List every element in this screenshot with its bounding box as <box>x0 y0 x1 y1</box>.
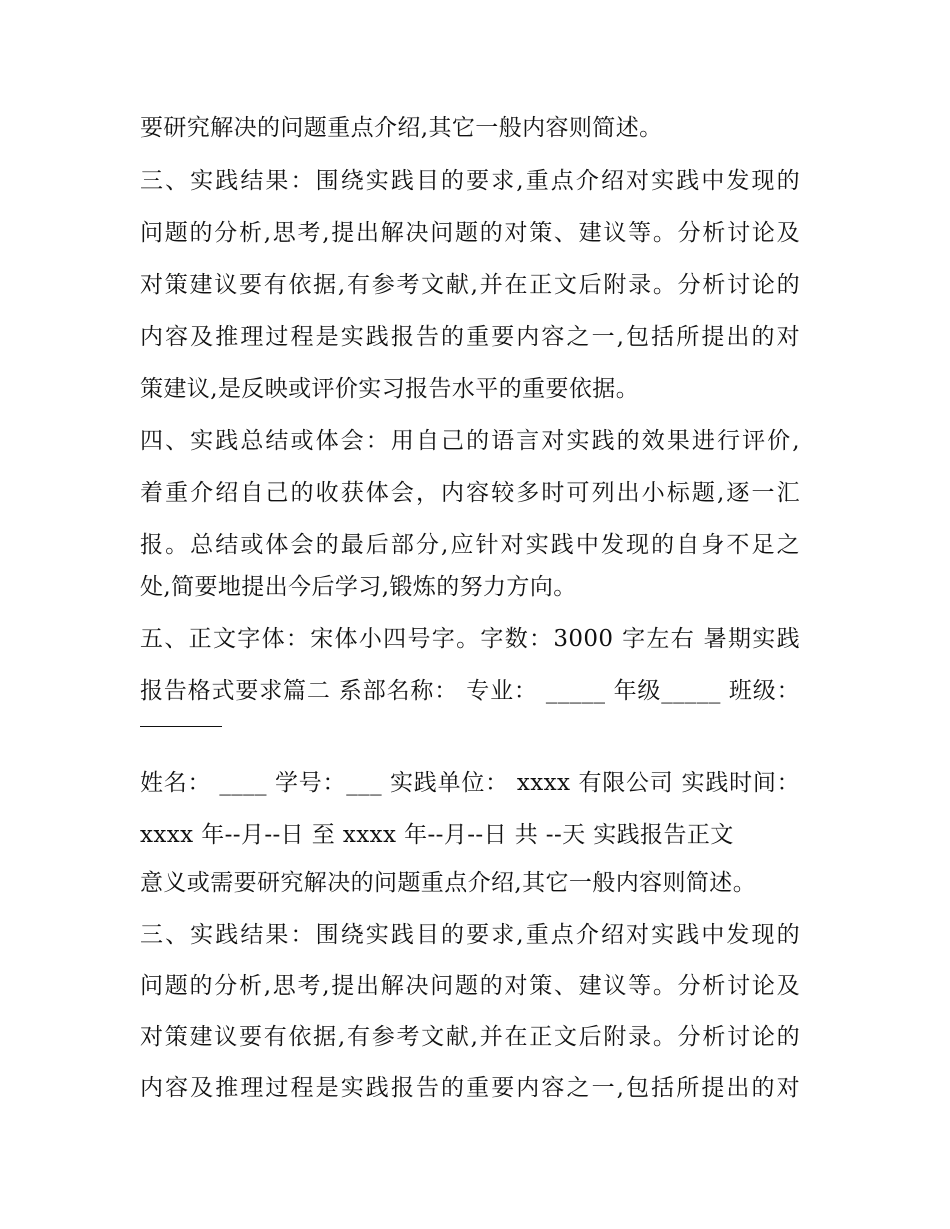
text-line-11: 五、正文字体：宋体小四号字。字数：3000 字左右 暑期实践 <box>140 626 800 652</box>
text-line-6: 策建议,是反映或评价实习报告水平的重要依据。 <box>140 376 640 402</box>
text-line-17: 问题的分析,思考,提出解决问题的对策、建议等。分析讨论及 <box>140 973 800 999</box>
text-line-5: 内容及推理过程是实践报告的重要内容之一,包括所提出的对 <box>140 324 800 350</box>
text-line-9: 报。总结或体会的最后部分,应针对实践中发现的自身不足之 <box>140 532 800 558</box>
text-line-10: 处,简要地提出今后学习,锻炼的努力方向。 <box>140 574 577 600</box>
text-line-15: 意义或需要研究解决的问题重点介绍,其它一般内容则简述。 <box>140 870 757 896</box>
text-line-16: 三、实践结果：围绕实践目的要求,重点介绍对实践中发现的 <box>140 922 800 948</box>
text-line-4: 对策建议要有依据,有参考文献,并在正文后附录。分析讨论的 <box>140 272 800 298</box>
text-line-1: 要研究解决的问题重点介绍,其它一般内容则简述。 <box>140 115 663 141</box>
text-line-18: 对策建议要有依据,有参考文献,并在正文后附录。分析讨论的 <box>140 1024 800 1050</box>
text-line-12: 报告格式要求篇二 系部名称： 专业： _____ 年级_____ 班级： <box>140 678 800 704</box>
text-line-3: 问题的分析,思考,提出解决问题的对策、建议等。分析讨论及 <box>140 220 800 246</box>
text-line-13: 姓名： ____ 学号：___ 实践单位： xxxx 有限公司 实践时间： <box>140 770 800 796</box>
text-line-14: xxxx 年--月--日 至 xxxx 年--月--日 共 --天 实践报告正文 <box>140 822 734 848</box>
text-line-7: 四、实践总结或体会：用自己的语言对实践的效果进行评价, <box>140 428 800 454</box>
text-line-19: 内容及推理过程是实践报告的重要内容之一,包括所提出的对 <box>140 1075 800 1101</box>
blank-underline <box>140 726 222 727</box>
text-line-8: 着重介绍自己的收获体会，内容较多时可列出小标题,逐一汇 <box>140 480 800 506</box>
text-line-2: 三、实践结果：围绕实践目的要求,重点介绍对实践中发现的 <box>140 168 800 194</box>
